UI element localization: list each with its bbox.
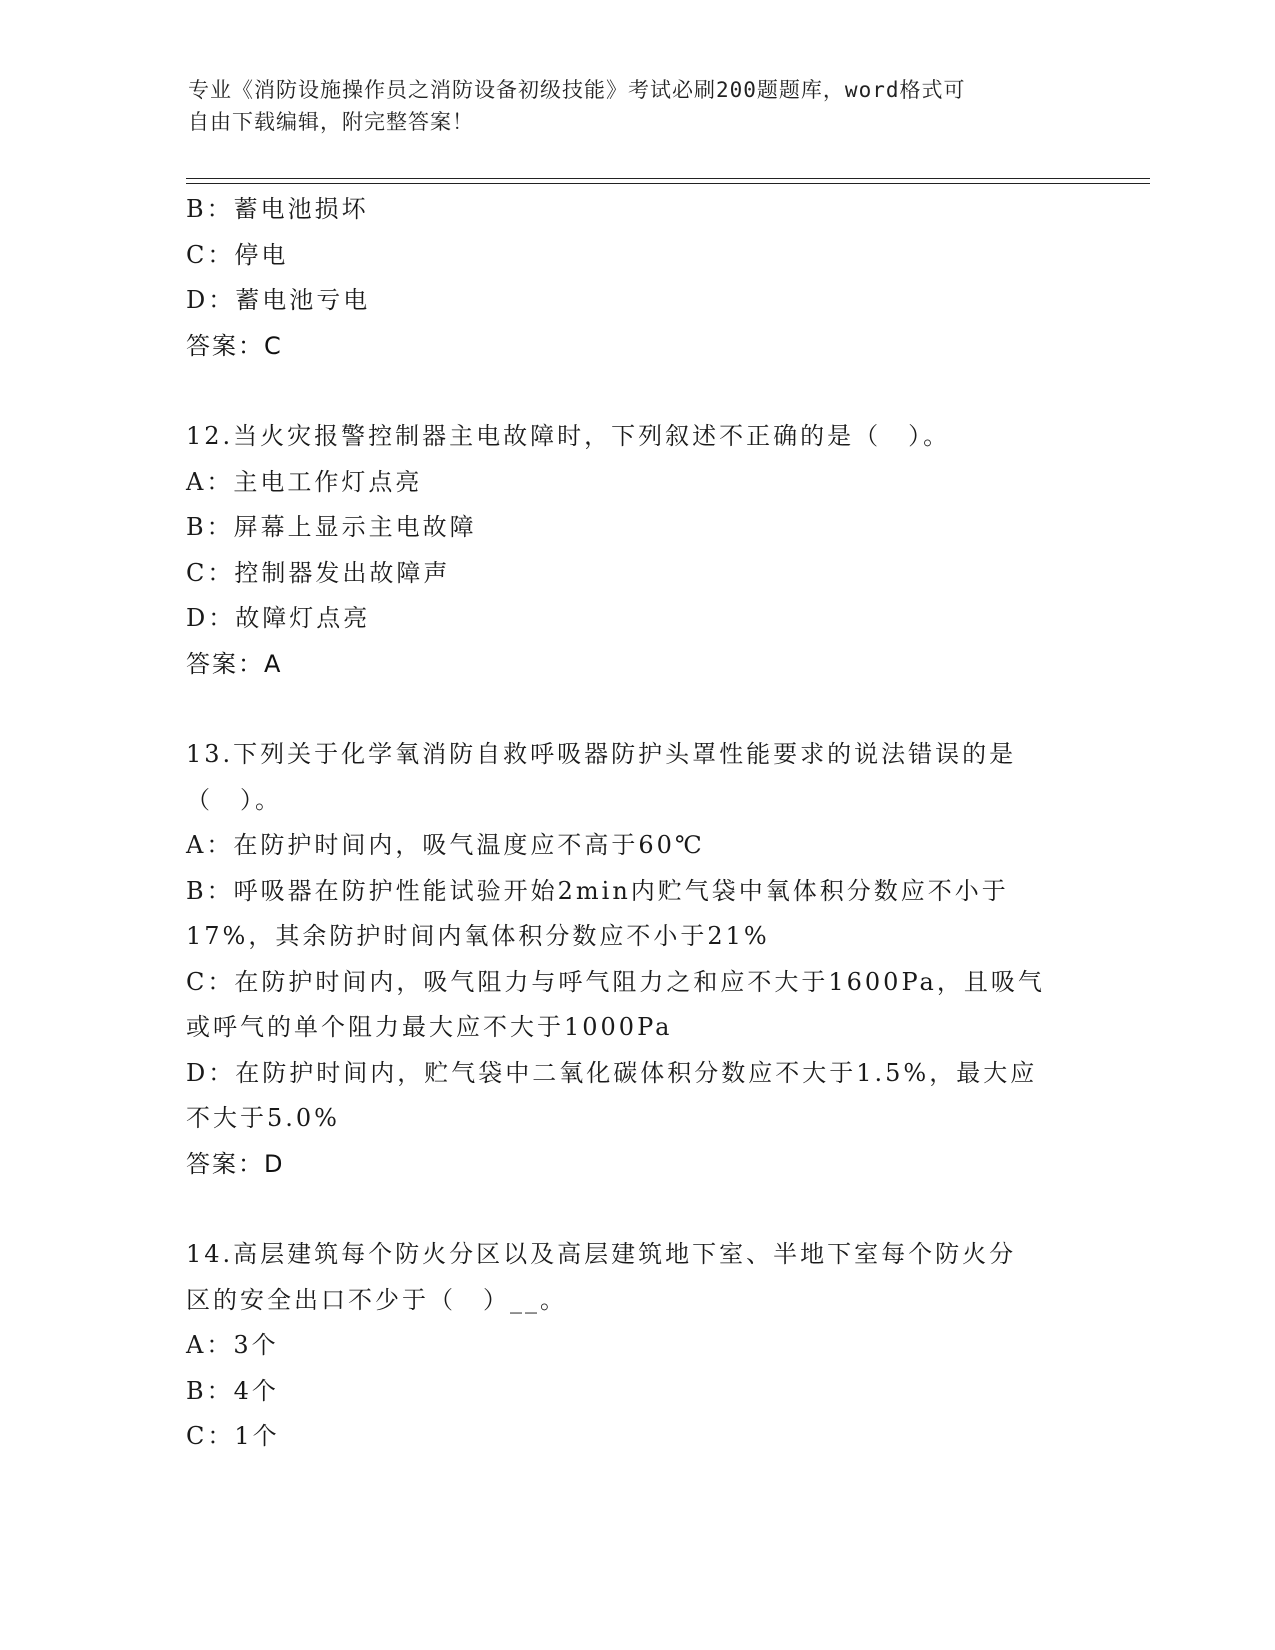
question-14: [186, 1232, 1086, 1460]
answer-line: 答案：D: [186, 1149, 285, 1178]
option-a: A：3个: [186, 1331, 279, 1359]
question-stem: 13.下列关于化学氧消防自救呼吸器防护头罩性能要求的说法错误的是: [186, 740, 1017, 768]
option-d: D：蓄电池亏电: [186, 286, 371, 314]
header-line-1: 专业《消防设施操作员之消防设备初级技能》考试必刷200题题库，word格式可: [188, 78, 966, 102]
question-stem-continued: 区的安全出口不少于（ ）__。: [186, 1285, 567, 1314]
option-a: A：主电工作灯点亮: [186, 467, 423, 496]
question-stem: 14.高层建筑每个防火分区以及高层建筑地下室、半地下室每个防火分: [186, 1240, 1017, 1268]
header-rule-bottom: [186, 183, 1150, 184]
option-c: C：控制器发出故障声: [186, 558, 451, 587]
spacer: [186, 369, 1086, 414]
header-rule-top: [186, 178, 1150, 179]
option-a: A：在防护时间内，吸气温度应不高于60℃: [186, 831, 705, 859]
option-b-continued: 17%，其余防护时间内氧体积分数应不小于21%: [186, 922, 770, 950]
document-header: [188, 74, 1088, 138]
option-c: C：在防护时间内，吸气阻力与呼气阻力之和应不大于1600Pa，且吸气: [186, 967, 1045, 996]
option-c-continued: 或呼气的单个阻力最大应不大于1000Pa: [186, 1013, 673, 1041]
option-b: B：4个: [186, 1376, 279, 1405]
header-line-2: 自由下载编辑，附完整答案！: [188, 110, 474, 134]
answer-line: 答案：C: [186, 331, 283, 360]
question-stem: 12.当火灾报警控制器主电故障时，下列叙述不正确的是（ ）。: [186, 422, 951, 450]
question-content: [186, 187, 1086, 1460]
question-stem-continued: （ ）。: [186, 785, 282, 814]
option-d: D：故障灯点亮: [186, 604, 371, 632]
question-11-fragment: [186, 187, 1086, 369]
option-b: B：呼吸器在防护性能试验开始2min内贮气袋中氧体积分数应不小于: [186, 876, 1009, 905]
option-d: D：在防护时间内，贮气袋中二氧化碳体积分数应不大于1.5%，最大应: [186, 1058, 1038, 1087]
question-13: [186, 732, 1086, 1187]
answer-line: 答案：A: [186, 649, 283, 678]
spacer: [186, 687, 1086, 732]
option-b: B：屏幕上显示主电故障: [186, 513, 477, 541]
spacer: [186, 1187, 1086, 1232]
option-d-continued: 不大于5.0%: [186, 1104, 340, 1132]
option-c: C：停电: [186, 240, 289, 269]
question-12: [186, 414, 1086, 687]
option-c: C：1个: [186, 1422, 280, 1450]
option-b: B：蓄电池损坏: [186, 195, 369, 223]
